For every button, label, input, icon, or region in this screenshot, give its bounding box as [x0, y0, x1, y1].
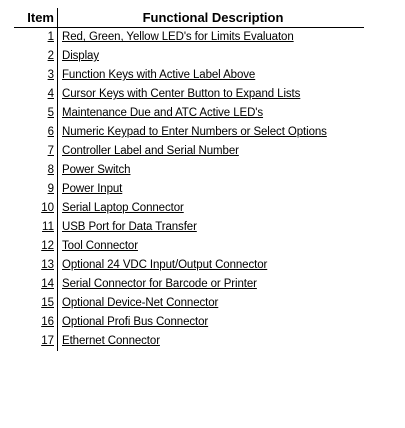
item-description: Numeric Keypad to Enter Numbers or Select Options: [62, 126, 327, 138]
table-row: [14, 313, 364, 332]
item-number: 6: [14, 123, 58, 142]
item-description: Power Input: [62, 183, 123, 195]
item-description: Controller Label and Serial Number: [62, 145, 239, 157]
item-description: Tool Connector: [62, 240, 138, 252]
item-number: 7: [14, 142, 58, 161]
table-row: [14, 294, 364, 313]
table-row: [14, 256, 364, 275]
item-number: 16: [14, 313, 58, 332]
item-description: Optional Device-Net Connector: [62, 297, 219, 309]
table-row: [14, 28, 364, 47]
table-header: [14, 8, 364, 28]
item-column-header: Item: [14, 8, 58, 27]
table-row: [14, 142, 364, 161]
table-row: [14, 161, 364, 180]
table-row: [14, 237, 364, 256]
item-description: Cursor Keys with Center Button to Expand Lists: [62, 88, 301, 100]
item-description: Function Keys with Active Label Above: [62, 69, 256, 81]
item-description: Display: [62, 50, 100, 62]
item-description: Serial Connector for Barcode or Printer: [62, 278, 257, 290]
table-row: [14, 275, 364, 294]
table-row: [14, 104, 364, 123]
description-column-header: Functional Description: [142, 10, 284, 25]
item-description: Optional Profi Bus Connector: [62, 316, 209, 328]
item-number: 5: [14, 104, 58, 123]
item-number: 14: [14, 275, 58, 294]
item-number: 9: [14, 180, 58, 199]
item-description: Ethernet Connector: [62, 335, 160, 347]
item-description: Maintenance Due and ATC Active LED's: [62, 107, 264, 119]
item-number: 4: [14, 85, 58, 104]
table-row: [14, 180, 364, 199]
table-body: [14, 28, 364, 351]
item-description: Power Switch: [62, 164, 131, 176]
item-number: 8: [14, 161, 58, 180]
item-number: 13: [14, 256, 58, 275]
item-description: USB Port for Data Transfer: [62, 221, 197, 233]
table-row: [14, 218, 364, 237]
item-description: Serial Laptop Connector: [62, 202, 184, 214]
item-number: 15: [14, 294, 58, 313]
item-number: 10: [14, 199, 58, 218]
table-row: [14, 332, 364, 351]
table-row: [14, 47, 364, 66]
item-number: 11: [14, 218, 58, 237]
item-number: 1: [14, 28, 58, 47]
item-number: 2: [14, 47, 58, 66]
item-description: Red, Green, Yellow LED's for Limits Evaluaton: [62, 31, 294, 43]
functional-description-table: [14, 8, 364, 351]
table-row: [14, 66, 364, 85]
table-row: [14, 123, 364, 142]
item-description: Optional 24 VDC Input/Output Connector: [62, 259, 268, 271]
item-number: 12: [14, 237, 58, 256]
table-row: [14, 85, 364, 104]
table-row: [14, 199, 364, 218]
item-number: 17: [14, 332, 58, 351]
item-number: 3: [14, 66, 58, 85]
